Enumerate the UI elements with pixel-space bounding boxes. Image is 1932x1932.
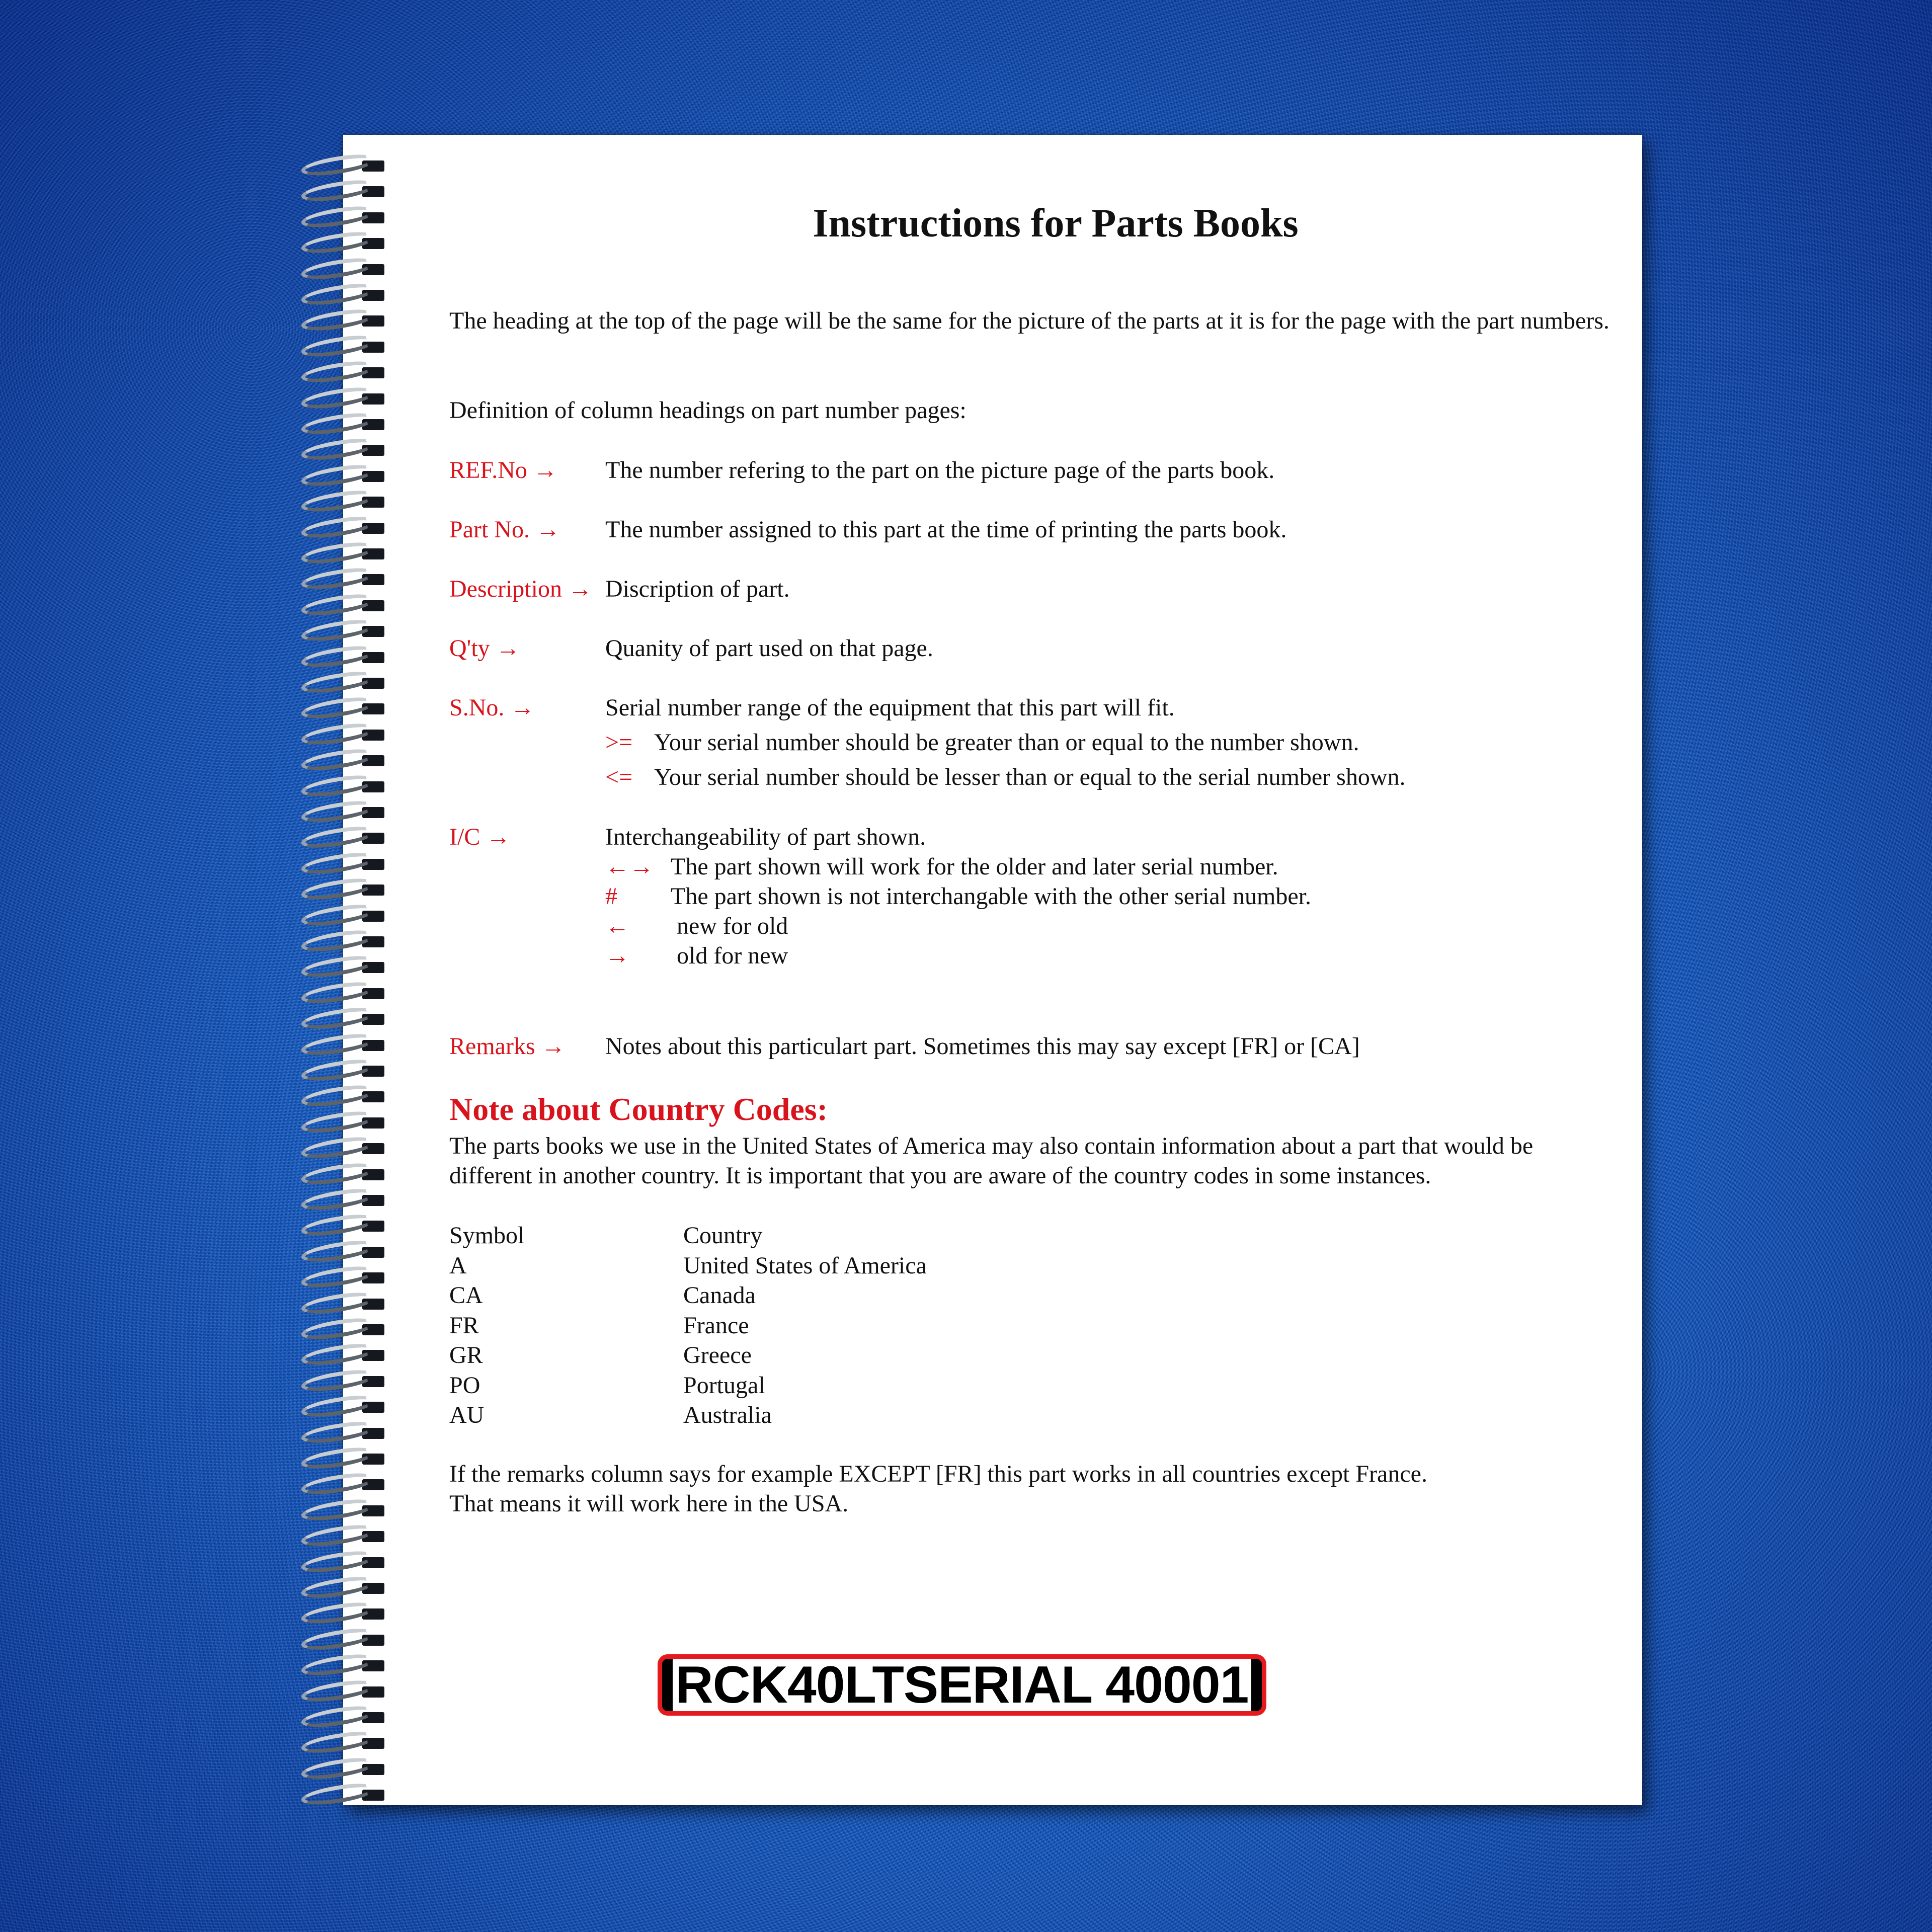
country-symbol: A xyxy=(449,1252,467,1279)
spiral-coil xyxy=(301,619,391,644)
spiral-coil xyxy=(301,1084,391,1109)
spiral-coil xyxy=(301,464,391,489)
spiral-coil xyxy=(301,1601,391,1627)
country-name: Greece xyxy=(683,1342,752,1369)
country-symbol: FR xyxy=(449,1312,479,1339)
country-name: Australia xyxy=(683,1402,772,1428)
spiral-coil xyxy=(301,696,391,721)
model-serial-text: RCK40LTSERIAL 40001 xyxy=(673,1659,1252,1711)
spiral-coil xyxy=(301,205,391,230)
arrow-right-icon: → xyxy=(568,576,592,602)
serial-note-text: Your serial number should be lesser than or equal to the serial number shown. xyxy=(654,764,1406,790)
spiral-coil xyxy=(301,1576,391,1601)
spiral-coil xyxy=(301,1550,391,1575)
ic-note-text: The part shown will work for the older and later serial number. xyxy=(671,853,1278,880)
definition-remarks xyxy=(449,1031,1622,1061)
arrow-right-icon: → xyxy=(496,635,520,662)
spiral-coil xyxy=(301,360,391,385)
spiral-coil xyxy=(301,257,391,282)
definition-term: Part No. → xyxy=(449,516,560,543)
country-name: Portugal xyxy=(683,1372,765,1399)
spiral-coil xyxy=(301,1214,391,1239)
spiral-coil xyxy=(301,593,391,618)
spiral-coil xyxy=(301,1628,391,1653)
spiral-coil xyxy=(301,1265,391,1291)
spiral-coil xyxy=(301,904,391,929)
definition-qty xyxy=(449,633,1622,663)
definition-text: The number refering to the part on the picture page of the parts book. xyxy=(605,457,1275,484)
intro-paragraph: The heading at the top of the page will be the same for the picture of the parts at it is for the page with the part numbers. xyxy=(449,307,1609,334)
spiral-coil xyxy=(301,722,391,748)
country-symbol: AU xyxy=(449,1402,485,1428)
ic-note-new-for-old xyxy=(605,911,1612,941)
spiral-coil xyxy=(301,1162,391,1187)
ic-note-both-ways xyxy=(605,852,1612,881)
symbol-column-header: Symbol xyxy=(449,1222,525,1249)
ic-note-old-for-new xyxy=(605,941,1612,971)
spiral-coil xyxy=(301,645,391,670)
spiral-coil xyxy=(301,981,391,1006)
spiral-coil xyxy=(301,1007,391,1032)
spiral-coil xyxy=(301,671,391,696)
definition-text: The number assigned to this part at the time of printing the parts book. xyxy=(605,516,1287,543)
arrow-right-icon: → xyxy=(533,457,557,484)
spiral-coil xyxy=(301,1524,391,1549)
spiral-coil xyxy=(301,231,391,256)
spiral-coil xyxy=(301,1343,391,1368)
gte-symbol: >= xyxy=(605,729,633,756)
definition-term: Description → xyxy=(449,576,592,602)
serial-note-text: Your serial number should be greater than or equal to the number shown. xyxy=(654,729,1359,756)
closing-line-1: If the remarks column says for example EXCEPT [FR] this part works in all countries except France. xyxy=(449,1461,1427,1487)
definition-part-no xyxy=(449,515,1622,544)
spiral-coil xyxy=(301,153,391,179)
spiral-coil xyxy=(301,516,391,541)
spiral-coil xyxy=(301,1783,391,1808)
closing-line-2: That means it will work here in the USA. xyxy=(449,1490,849,1517)
spiral-coil xyxy=(301,826,391,851)
arrow-right-icon: → xyxy=(541,1033,566,1060)
spiral-coil xyxy=(301,567,391,592)
spiral-coil xyxy=(301,1421,391,1446)
definition-term: Q'ty → xyxy=(449,635,520,662)
spiral-coil xyxy=(301,541,391,567)
spiral-coil xyxy=(301,800,391,825)
spiral-coil xyxy=(301,1059,391,1084)
double-arrow-icon: ←→ xyxy=(605,853,654,880)
arrow-right-icon: → xyxy=(535,516,560,543)
hash-symbol: # xyxy=(605,883,617,910)
spiral-coil xyxy=(301,877,391,903)
country-symbol: GR xyxy=(449,1342,483,1369)
spiral-coil xyxy=(301,1110,391,1136)
definition-ref-no xyxy=(449,455,1622,485)
page-title: Instructions for Parts Books xyxy=(813,201,1299,246)
country-codes-heading: Note about Country Codes: xyxy=(449,1091,828,1127)
country-name: France xyxy=(683,1312,749,1339)
spiral-coil xyxy=(301,1731,391,1756)
spiral-coil xyxy=(301,308,391,334)
country-symbol: CA xyxy=(449,1282,483,1309)
country-name: United States of America xyxy=(683,1252,927,1279)
definition-term: I/C → xyxy=(449,824,511,850)
country-note-paragraph: The parts books we use in the United States of America may also contain information about a part that would be different in another country. It is important that you are aware of the country codes in some instances. xyxy=(449,1133,1534,1189)
lte-symbol: <= xyxy=(605,764,633,790)
definition-interchangeability xyxy=(449,822,1622,852)
definition-text: Quanity of part used on that page. xyxy=(605,635,933,662)
ic-note-text: The part shown is not interchangable with the other serial number. xyxy=(671,883,1311,910)
spiral-coil xyxy=(301,438,391,463)
spiral-coil xyxy=(301,179,391,204)
spiral-coil xyxy=(301,1033,391,1058)
spiral-coil xyxy=(301,1498,391,1523)
definition-text: Notes about this particulart part. Sometimes this may say except [FR] or [CA] xyxy=(605,1033,1360,1060)
arrow-right-icon: → xyxy=(510,694,535,721)
spiral-coil xyxy=(301,412,391,437)
arrow-right-icon: → xyxy=(605,942,629,969)
spiral-coil xyxy=(301,490,391,515)
spiral-coil xyxy=(301,1317,391,1342)
spiral-coil xyxy=(301,283,391,308)
country-symbol: PO xyxy=(449,1372,480,1399)
definition-term: S.No. → xyxy=(449,694,535,721)
serial-note-lte xyxy=(605,762,1612,792)
spiral-coil xyxy=(301,386,391,412)
spiral-coil xyxy=(301,335,391,360)
spiral-coil xyxy=(301,1679,391,1705)
spiral-coil xyxy=(301,748,391,773)
definition-text: Interchangeability of part shown. xyxy=(605,824,926,850)
definition-term: Remarks → xyxy=(449,1033,566,1060)
serial-note-gte xyxy=(605,728,1612,757)
spiral-coil xyxy=(301,774,391,799)
model-serial-label xyxy=(658,1654,1266,1716)
spiral-coil xyxy=(301,929,391,954)
definition-description xyxy=(449,574,1622,604)
country-name: Canada xyxy=(683,1282,756,1309)
definition-text: Discription of part. xyxy=(605,576,790,602)
arrow-right-icon: → xyxy=(486,824,511,850)
spiral-coil xyxy=(301,1240,391,1265)
spiral-coil xyxy=(301,1653,391,1678)
definition-term: REF.No → xyxy=(449,457,557,484)
ic-note-text: new for old xyxy=(677,913,788,939)
spiral-coil xyxy=(301,1472,391,1497)
spiral-coil xyxy=(301,1369,391,1394)
definition-serial-no xyxy=(449,693,1622,722)
country-column-header: Country xyxy=(683,1222,763,1249)
definition-text: Serial number range of the equipment that this part will fit. xyxy=(605,694,1175,721)
spiral-coil xyxy=(301,1188,391,1213)
spiral-coil xyxy=(301,1395,391,1420)
ic-note-text: old for new xyxy=(677,942,788,969)
spiral-coil xyxy=(301,1136,391,1161)
ic-note-not-interchangeable xyxy=(605,881,1612,911)
spiral-coil xyxy=(301,1446,391,1472)
arrow-left-icon: ← xyxy=(605,913,629,939)
definitions-heading: Definition of column headings on part number pages: xyxy=(449,397,967,424)
spiral-coil xyxy=(301,1292,391,1317)
spiral-coil xyxy=(301,1757,391,1782)
spiral-coil xyxy=(301,1705,391,1730)
spiral-coil xyxy=(301,852,391,877)
spiral-coil xyxy=(301,955,391,980)
